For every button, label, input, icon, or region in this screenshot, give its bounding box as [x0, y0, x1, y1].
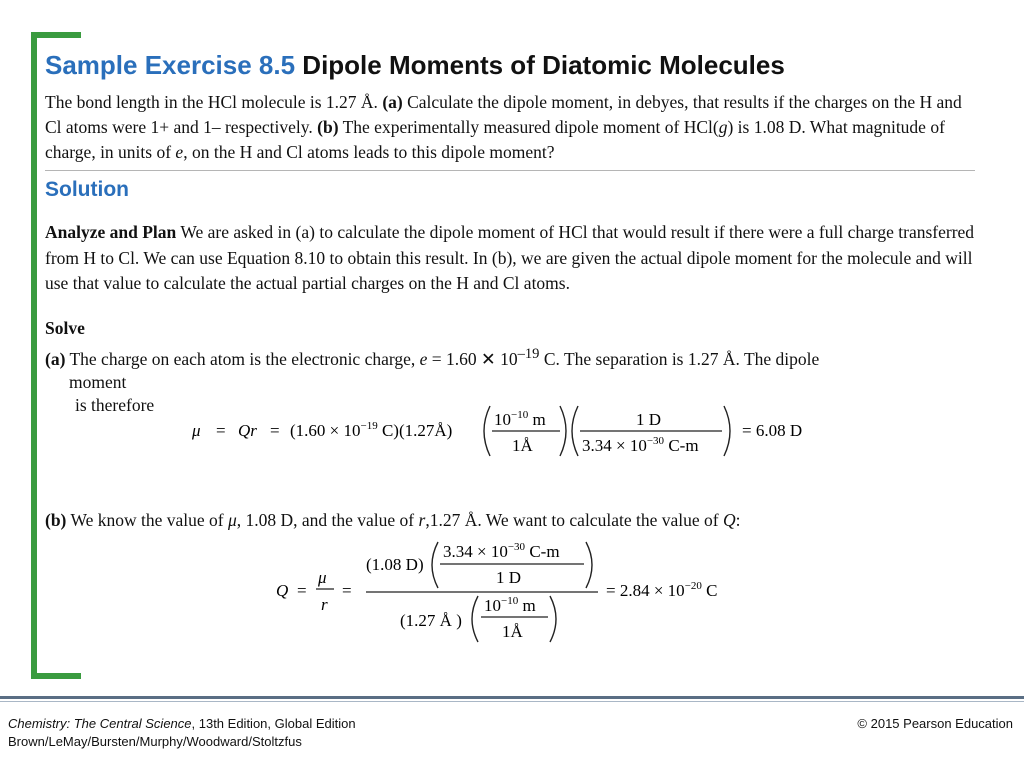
eq2-r: r [321, 595, 328, 614]
eq1-mu: μ [192, 421, 201, 440]
eq1-f2-den-unit: C-m [664, 436, 699, 455]
eq2-bot-rparen [550, 596, 556, 642]
eq2-Q: Q [276, 581, 289, 600]
eq2-bot-num-base: 10 [484, 596, 501, 615]
title-text: Dipole Moments of Diatomic Molecules [302, 50, 785, 80]
eq2-bot-den: 1Å [502, 622, 523, 641]
intro-e: e [175, 142, 184, 162]
part-a-text-1: The charge on each atom is the electronic charge, [69, 348, 416, 369]
eq1-f2-den [582, 435, 699, 455]
part-a-line-3: is therefore [75, 394, 155, 415]
eq1-result: = 6.08 D [742, 421, 803, 440]
part-a-text-3: C. The separation is 1.27 Å. The dipole [543, 348, 820, 369]
solve-heading: Solve [45, 318, 85, 338]
part-b-text-4: : [735, 510, 741, 530]
eq1-f1-lparen [484, 406, 490, 456]
part-b-label: (b) [45, 510, 67, 530]
eq1-f2-den-base: 3.34 × 10 [582, 436, 647, 455]
footer-rule [0, 696, 1024, 699]
part-a-e: e [419, 348, 428, 369]
equation-charge [276, 541, 718, 642]
eq1-f1-num-unit: m [528, 410, 546, 429]
eq2-bot-val: (1.27 Å ) [400, 611, 462, 630]
eq2-top-lparen [432, 542, 438, 588]
eq1-charge-open: (1.60 × 10 [290, 421, 361, 440]
intro-a-label: (a) [382, 92, 403, 112]
eq2-result-base: = 2.84 × 10 [606, 581, 685, 600]
footer-authors: Brown/LeMay/Bursten/Murphy/Woodward/Stoltzfus [8, 734, 302, 749]
eq2-bot-lparen [472, 596, 478, 642]
eq1-f2-rparen [724, 406, 730, 456]
eq1-f1-rparen [560, 406, 566, 456]
intro-text: The experimentally measured dipole moment of HCl( [342, 117, 719, 137]
eq2-result-unit: C [701, 581, 718, 600]
footer-rule-thin [0, 701, 1024, 702]
intro-b-label: (b) [317, 117, 339, 137]
intro-text: Calculate the dipole moment, in debyes, that results if the charges on the H and Cl atoms were 1+ and 1– respectively. [45, 92, 962, 137]
eq2-top-rparen [586, 542, 592, 588]
footer-copyright: © 2015 Pearson Education [857, 716, 1013, 731]
analyze-text: We are asked in (a) to calculate the dipole moment of HCl that would result if there were a full charge transferred from H to Cl. We can use Equation 8.10 to obtain this result. In (b), we are given the actual dipole moment for the molecule and will use that value to calculate the actual partial charges on the H and Cl atoms. [45, 222, 975, 293]
part-b-text-1: We know the value of [70, 510, 224, 530]
eq1-charge-exp: −19 [360, 420, 378, 432]
solution-heading: Solution [45, 178, 129, 201]
part-a-line-2: moment [69, 371, 127, 392]
eq2-bot-num-exp: −10 [501, 595, 519, 607]
eq2-mu: μ [318, 568, 327, 587]
footer-edition: , 13th Edition, Global Edition [191, 716, 356, 731]
part-a-text-2: = 1.60 ✕ 10 [431, 348, 518, 369]
title-number: Sample Exercise 8.5 [45, 50, 296, 80]
eq1-f1-den: 1Å [512, 436, 533, 455]
eq1-charge-close: C)(1.27Å) [377, 421, 453, 440]
eq2-equals: = [297, 581, 307, 600]
part-b-Q: Q [722, 510, 736, 530]
eq1-f2-num: 1 D [636, 410, 662, 429]
part-b-r: r [418, 510, 426, 530]
eq2-top-num [443, 541, 560, 561]
part-b-mu: μ [227, 510, 237, 530]
analyze-label: Analyze and Plan [45, 222, 177, 242]
eq2-bot-num [484, 595, 536, 615]
eq2-equals-2: = [342, 581, 352, 600]
intro-text: The bond length in the HCl molecule is 1.27 Å. [45, 92, 378, 112]
part-a-label: (a) [45, 348, 66, 369]
eq2-top-val: (1.08 D) [366, 555, 424, 574]
eq1-Qr: Qr [238, 421, 257, 440]
footer-book [8, 716, 356, 731]
part-b-text-3: ,1.27 Å. We want to calculate the value of [425, 510, 719, 530]
eq2-top-den: 1 D [496, 568, 522, 587]
intro-text: , on the H and Cl atoms leads to this dipole moment? [183, 142, 555, 162]
eq1-f1-num-exp: −10 [511, 409, 529, 421]
eq1-f2-den-exp: −30 [646, 435, 665, 447]
part-b-text-2: , 1.08 D, and the value of [236, 510, 415, 530]
eq2-top-num-unit: C-m [525, 542, 560, 561]
eq1-f1-num [494, 409, 546, 429]
eq2-result-exp: −20 [684, 580, 702, 592]
eq2-top-num-exp: −30 [507, 541, 526, 553]
eq1-charge [290, 420, 452, 440]
intro-text: ) is 1.08 D. What magnitude of charge, in units of [45, 117, 945, 162]
intro-g: g [718, 117, 728, 137]
equation-dipole-moment [191, 406, 802, 456]
eq1-f2-lparen [572, 406, 578, 456]
eq2-result [606, 580, 718, 600]
eq1-equals-2: = [270, 421, 280, 440]
footer-book-title: Chemistry: The Central Science [8, 716, 192, 731]
eq2-top-num-base: 3.34 × 10 [443, 542, 508, 561]
eq1-f1-num-base: 10 [494, 410, 511, 429]
eq1-equals: = [216, 421, 226, 440]
eq2-bot-num-unit: m [518, 596, 536, 615]
part-a-exponent: –19 [517, 346, 540, 362]
